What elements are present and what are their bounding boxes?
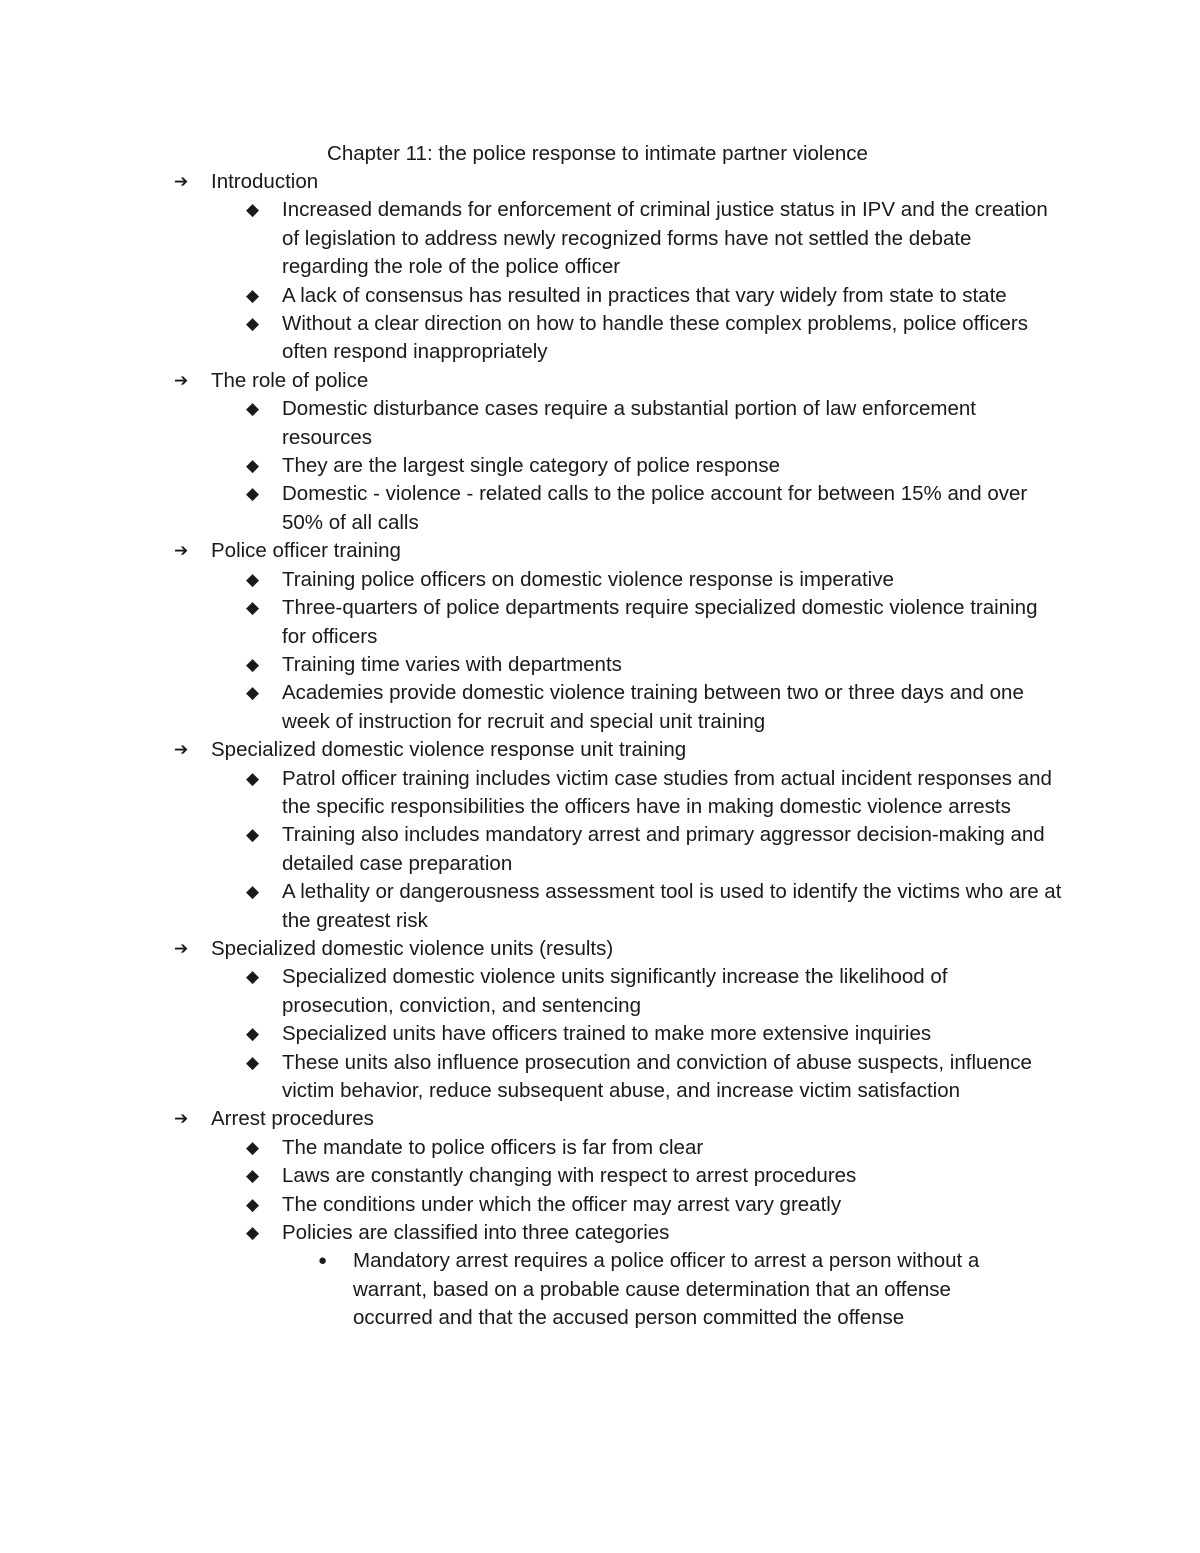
outline-section-heading (0, 537, 1091, 565)
list-item (0, 1162, 1062, 1190)
diamond-bullet-icon: ◆ (246, 200, 260, 220)
list-item (0, 963, 1062, 1020)
list-item (0, 1219, 1062, 1247)
section-heading-text: Introduction (211, 170, 319, 193)
list-item (0, 395, 1062, 452)
outline-section-heading (0, 736, 1091, 764)
diamond-bullet-icon: ◆ (246, 399, 260, 419)
list-item (0, 679, 1062, 736)
list-item-text: Without a clear direction on how to handle these complex problems, police officers often respond inappropriately (282, 312, 1028, 364)
outline-section-heading (0, 1105, 1091, 1133)
diamond-bullet-icon: ◆ (246, 768, 260, 788)
list-item (0, 1020, 1062, 1048)
diamond-bullet-icon: ◆ (246, 285, 260, 305)
list-item (0, 765, 1062, 822)
section-heading-text: Arrest procedures (211, 1107, 374, 1131)
list-item-text: The conditions under which the officer may arrest vary greatly (282, 1192, 842, 1216)
diamond-bullet-icon: ◆ (246, 314, 260, 334)
list-item-text: These units also influence prosecution and conviction of abuse suspects, influence victim behavior, reduce subsequent abuse, and increase victim satisfaction (282, 1050, 1032, 1102)
list-item (0, 566, 1062, 594)
list-item-text: Academies provide domestic violence training between two or three days and one week of instruction for recruit and special unit training (282, 681, 1024, 733)
list-item (0, 452, 1062, 480)
list-item-text: Training also includes mandatory arrest and primary aggressor decision-making and detailed case preparation (282, 823, 1045, 875)
diamond-bullet-icon: ◆ (246, 1223, 260, 1243)
list-item-text: Three-quarters of police departments require specialized domestic violence training for officers (282, 596, 1038, 648)
list-item (0, 1191, 1062, 1219)
section-heading-text: Police officer training (211, 539, 401, 563)
list-item (0, 310, 1062, 367)
list-item (0, 1134, 1062, 1162)
diamond-bullet-icon: ◆ (246, 1024, 260, 1044)
outline-section-heading (0, 935, 1091, 963)
section-heading-text: Specialized domestic violence response unit training (211, 738, 687, 762)
list-item-text: A lethality or dangerousness assessment tool is used to identify the victims who are at the greatest risk (282, 880, 1062, 932)
sub-list-item (0, 1247, 1033, 1332)
diamond-bullet-icon: ◆ (246, 1052, 260, 1072)
arrow-bullet-icon: ➔ (174, 938, 189, 958)
list-item-text: Domestic disturbance cases require a substantial portion of law enforcement resources (282, 397, 976, 449)
list-item-text: A lack of consensus has resulted in practices that vary widely from state to state (282, 283, 1007, 307)
list-item-text: Increased demands for enforcement of criminal justice status in IPV and the creation of legislation to address newly recognized forms have not settled the debate regarding the role of the police officer (282, 198, 1048, 279)
list-item-text: Specialized units have officers trained to make more extensive inquiries (282, 1022, 932, 1046)
list-item-text: Domestic - violence - related calls to the police account for between 15% and over 50% of all calls (282, 482, 1028, 534)
outline-section-heading (0, 168, 1091, 196)
notes-outline (0, 168, 1200, 1333)
diamond-bullet-icon: ◆ (246, 598, 260, 618)
list-item-text: Training time varies with departments (282, 652, 622, 676)
arrow-bullet-icon: ➔ (174, 541, 189, 561)
list-item-text: Policies are classified into three categories (282, 1221, 670, 1245)
list-item (0, 1049, 1062, 1106)
list-item (0, 196, 1062, 281)
sub-list-item-text: Mandatory arrest requires a police officer to arrest a person without a warrant, based on a probable cause determination that an offense occurred and that the accused person committed the offense (353, 1249, 980, 1330)
dot-bullet-icon: ● (318, 1252, 328, 1270)
list-item (0, 821, 1062, 878)
diamond-bullet-icon: ◆ (246, 1137, 260, 1157)
list-item-text: Specialized domestic violence units significantly increase the likelihood of prosecution, conviction, and sentencing (282, 965, 948, 1017)
arrow-bullet-icon: ➔ (174, 172, 189, 191)
outline-section-heading (0, 367, 1091, 395)
list-item-text: The mandate to police officers is far from clear (282, 1135, 704, 1159)
diamond-bullet-icon: ◆ (246, 484, 260, 504)
section-heading-text: Specialized domestic violence units (results) (211, 936, 614, 960)
list-item-text: Laws are constantly changing with respect to arrest procedures (282, 1164, 857, 1188)
list-item (0, 282, 1062, 310)
list-item-text: Training police officers on domestic violence response is imperative (282, 567, 894, 591)
diamond-bullet-icon: ◆ (246, 825, 260, 845)
list-item (0, 480, 1062, 537)
diamond-bullet-icon: ◆ (246, 882, 260, 902)
arrow-bullet-icon: ➔ (174, 1109, 189, 1129)
diamond-bullet-icon: ◆ (246, 967, 260, 987)
diamond-bullet-icon: ◆ (246, 683, 260, 703)
arrow-bullet-icon: ➔ (174, 370, 189, 390)
page-title: Chapter 11: the police response to intimate partner violence (327, 142, 868, 165)
section-heading-text: The role of police (211, 368, 369, 392)
list-item (0, 594, 1062, 651)
list-item-text: They are the largest single category of police response (282, 454, 780, 478)
diamond-bullet-icon: ◆ (246, 1166, 260, 1186)
arrow-bullet-icon: ➔ (174, 740, 189, 760)
list-item (0, 878, 1062, 935)
diamond-bullet-icon: ◆ (246, 569, 260, 589)
list-item (0, 651, 1062, 679)
diamond-bullet-icon: ◆ (246, 654, 260, 674)
diamond-bullet-icon: ◆ (246, 1194, 260, 1214)
diamond-bullet-icon: ◆ (246, 456, 260, 476)
list-item-text: Patrol officer training includes victim case studies from actual incident responses and the specific responsibilities the officers have in making domestic violence arrests (282, 766, 1052, 818)
